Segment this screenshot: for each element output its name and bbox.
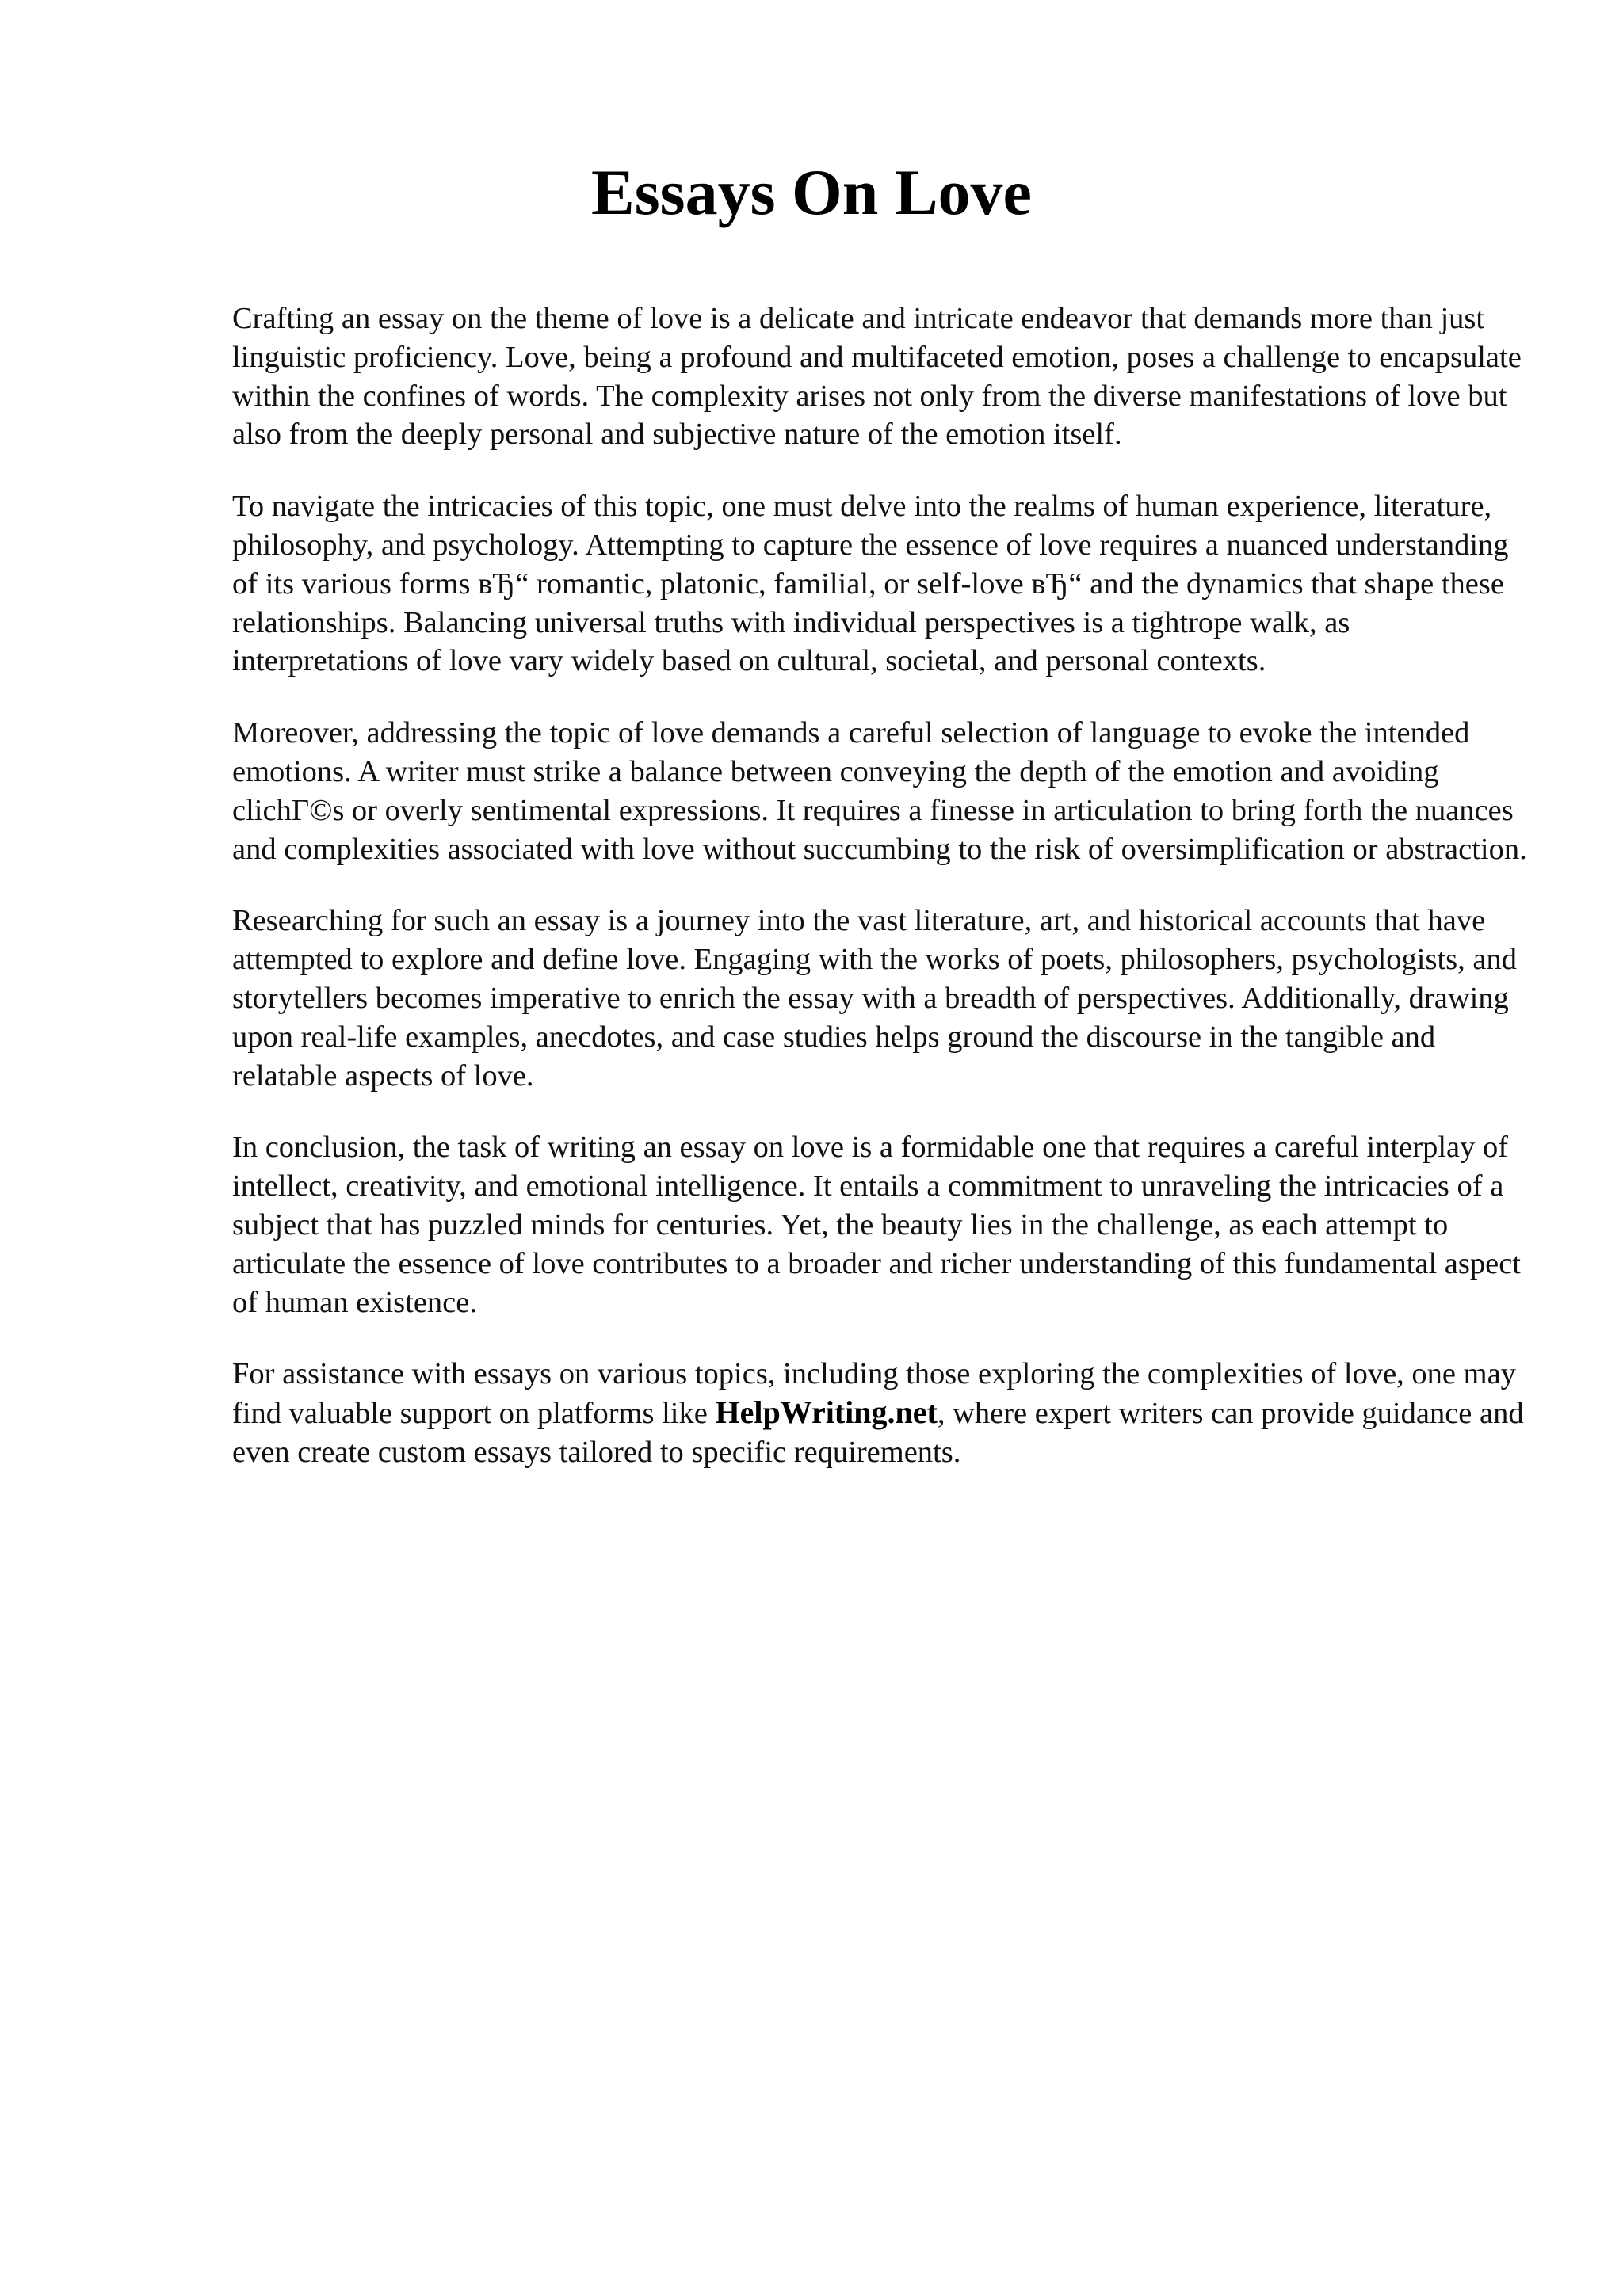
paragraph-5: In conclusion, the task of writing an essay on love is a formidable one that requires a careful interplay of intellect, creativity, and emotional intelligence. It entails a commitment to unraveling the intricacies of a subject that has puzzled minds for centuries. Yet, the beauty lies in the challenge, as each attempt to articulate the essence of love contributes to a broader and richer understanding of this fundamental aspect of human existence. (232, 1131, 1522, 1319)
paragraph-2: To navigate the intricacies of this topic, one must delve into the realms of human experience, literature, philosophy, and psychology. Attempting to capture the essence of love requires a nuanced understanding of its various forms вЂ“ romantic, platonic, familial, or self-love вЂ“ and the dynamics that shape these relationships. Balancing universal truths with individual perspectives is a tightrope walk, as interpretations of love vary widely based on cultural, societal, and personal contexts. (232, 490, 1509, 678)
paragraph-3: Moreover, addressing the topic of love demands a careful selection of language to evoke the intended emotions. A writer must strike a balance between conveying the depth of the emotion and avoiding clichГ©s or overly sentimental expressions. It requires a finesse in articulation to bring forth the nuances and complexities associated with love without succumbing to the risk of oversimplification or abstraction. (232, 716, 1527, 866)
paragraph-4: Researching for such an essay is a journey into the vast literature, art, and historical accounts that have attempted to explore and define love. Engaging with the works of poets, philosophers, psychologists, and storytellers becomes imperative to enrich the essay with a breadth of perspectives. Additionally, drawing upon real-life examples, anecdotes, and case studies helps ground the discourse in the tangible and relatable aspects of love. (232, 904, 1517, 1093)
paragraph-6-before: For assistance with essays on various topics, including those exploring the complexities of love, one may find valuable support on platforms like (232, 1357, 1516, 1431)
page-title: Essays On Love (591, 156, 1032, 228)
essay-body (232, 299, 1532, 1505)
paragraph-6-after: , where expert writers can provide guidance and even create custom essays tailored to specific requirements. (232, 1397, 1524, 1469)
paragraph-6 (232, 1355, 1532, 1471)
paragraph-1: Crafting an essay on the theme of love is a delicate and intricate endeavor that demands more than just linguistic proficiency. Love, being a profound and multifaceted emotion, poses a challenge to encapsulate within the confines of words. The complexity arises not only from the diverse manifestations of love but also from the deeply personal and subjective nature of the emotion itself. (232, 302, 1522, 452)
brand-name: HelpWriting.net (715, 1394, 938, 1431)
